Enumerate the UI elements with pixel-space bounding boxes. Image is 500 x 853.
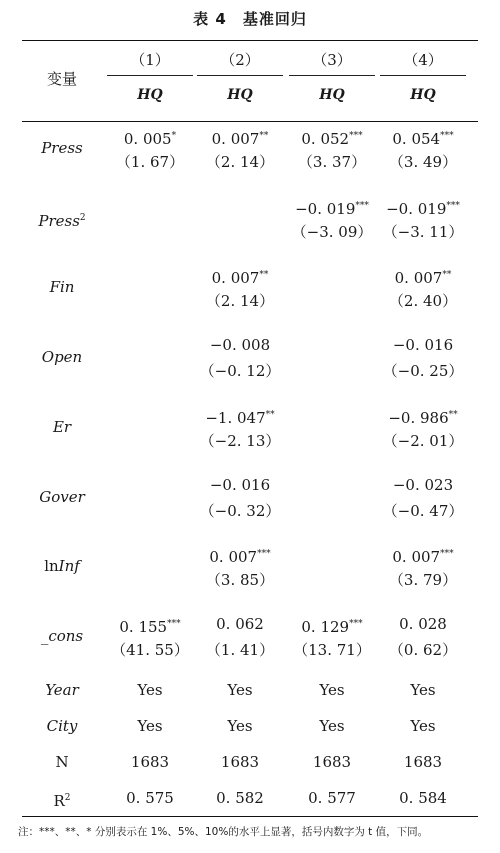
significance-stars: ***	[349, 619, 363, 629]
coefficient-value: −0. 019	[386, 200, 447, 218]
t-statistic-cell: （2. 14）	[205, 292, 275, 310]
significance-stars: **	[259, 131, 269, 141]
coefficient-value: −0. 023	[392, 476, 454, 494]
summary-value-cell: Yes	[137, 681, 163, 699]
variable-label	[22, 557, 102, 575]
significance-stars: ***	[440, 549, 454, 559]
dependent-var-label: HQ	[227, 87, 253, 103]
t-statistic-cell: （−2. 01）	[382, 432, 464, 450]
summary-value-cell: Yes	[410, 681, 436, 699]
dependent-var-label: HQ	[410, 87, 436, 103]
coefficient-value: 0. 155	[119, 618, 168, 636]
significance-stars: **	[448, 410, 458, 420]
summary-label-superscript: 2	[64, 793, 71, 803]
coefficient-cell	[106, 127, 194, 148]
coefficient-value: 0. 062	[216, 615, 264, 633]
table-title: 表 4 基准回归	[193, 10, 307, 28]
column-header-rule	[197, 75, 283, 76]
t-statistic-cell: （3. 85）	[205, 571, 275, 589]
significance-stars: ***	[440, 131, 454, 141]
summary-value-cell: 0. 575	[126, 789, 174, 807]
coefficient-value: 0. 007	[209, 548, 258, 566]
summary-label	[22, 717, 102, 735]
t-statistic-cell: （1. 41）	[205, 641, 275, 659]
summary-value-cell: Yes	[410, 717, 436, 735]
summary-value-cell: 0. 582	[216, 789, 264, 807]
header-rule	[22, 121, 478, 122]
significance-stars: ***	[257, 549, 271, 559]
t-statistic-cell: （2. 14）	[205, 153, 275, 171]
significance-stars: **	[259, 270, 269, 280]
coefficient-cell	[379, 197, 467, 218]
variable-label-name: Inf	[58, 557, 80, 575]
summary-value-cell: Yes	[227, 681, 253, 699]
coefficient-value: 0. 054	[392, 130, 441, 148]
t-statistic-cell: （2. 40）	[388, 292, 458, 310]
t-statistic-cell: （−0. 47）	[382, 502, 464, 520]
t-statistic-cell: （13. 71）	[293, 641, 371, 659]
table-note: 注：***、**、* 分别表示在 1%、5%、10%的水平上显著，括号内数字为 t 值，下同。	[18, 826, 429, 838]
t-statistic-cell: （−2. 13）	[199, 432, 281, 450]
significance-stars: ***	[167, 619, 181, 629]
t-statistic-cell: （−0. 32）	[199, 502, 281, 520]
summary-value-cell: 1683	[220, 753, 260, 771]
column-header-rule	[289, 75, 375, 76]
coefficient-cell	[288, 615, 376, 636]
t-statistic-cell: （41. 55）	[111, 641, 189, 659]
coefficient-cell	[196, 406, 284, 427]
coefficient-value: 0. 007	[392, 548, 441, 566]
variable-label-name: Open	[41, 348, 83, 366]
t-statistic-cell: （−3. 11）	[382, 223, 464, 241]
stub-header: 变量	[46, 70, 77, 88]
variable-label-name: Gover	[39, 488, 85, 506]
coefficient-cell	[379, 406, 467, 427]
summary-value-cell: Yes	[137, 717, 163, 735]
variable-label-name: Fin	[49, 278, 75, 296]
variable-label	[22, 139, 102, 157]
variable-label-name: Press	[38, 212, 80, 230]
t-statistic-cell: （0. 62）	[388, 641, 458, 659]
coefficient-cell	[379, 266, 467, 287]
variable-label-prefix: ln	[44, 557, 59, 575]
t-statistic-cell: （−0. 25）	[382, 362, 464, 380]
summary-value-cell: Yes	[319, 681, 345, 699]
variable-label-superscript: 2	[79, 213, 86, 223]
coefficient-value: 0. 052	[301, 130, 350, 148]
coefficient-cell	[106, 615, 194, 636]
variable-label-name: _cons	[40, 627, 84, 645]
summary-value-cell: Yes	[227, 717, 253, 735]
coefficient-cell	[288, 127, 376, 148]
coefficient-value: 0. 007	[211, 130, 260, 148]
significance-stars: ***	[355, 201, 369, 211]
coefficient-value: −0. 986	[388, 409, 449, 427]
summary-label-name: Year	[45, 681, 79, 699]
coefficient-cell	[379, 476, 467, 494]
column-number: （3）	[312, 51, 352, 69]
variable-label	[22, 348, 102, 366]
variable-label	[22, 418, 102, 436]
t-statistic-cell: （3. 49）	[388, 153, 458, 171]
summary-value-cell: 1683	[312, 753, 352, 771]
summary-label-name: City	[46, 717, 78, 735]
summary-label-name: R	[53, 792, 65, 810]
column-number: （1）	[130, 51, 170, 69]
column-number: （4）	[403, 51, 443, 69]
t-statistic-cell: （−3. 09）	[291, 223, 373, 241]
coefficient-cell	[379, 615, 467, 633]
summary-label	[22, 789, 102, 810]
column-header-rule	[380, 75, 466, 76]
variable-label	[22, 627, 102, 645]
coefficient-cell	[196, 615, 284, 633]
coefficient-cell	[379, 127, 467, 148]
summary-value-cell: 0. 577	[308, 789, 356, 807]
summary-label-name: N	[55, 753, 69, 771]
summary-value-cell: 0. 584	[399, 789, 447, 807]
t-statistic-cell: （1. 67）	[115, 153, 185, 171]
significance-stars: **	[265, 410, 275, 420]
coefficient-value: 0. 129	[301, 618, 350, 636]
coefficient-cell	[196, 266, 284, 287]
coefficient-cell	[196, 545, 284, 566]
variable-label	[22, 209, 102, 230]
summary-value-cell: Yes	[319, 717, 345, 735]
coefficient-value: −0. 016	[209, 476, 271, 494]
coefficient-cell	[196, 476, 284, 494]
variable-label	[22, 488, 102, 506]
significance-stars: ***	[446, 201, 460, 211]
t-statistic-cell: （3. 79）	[388, 571, 458, 589]
significance-stars: *	[171, 131, 177, 141]
t-statistic-cell: （−0. 12）	[199, 362, 281, 380]
variable-label	[22, 278, 102, 296]
top-rule	[22, 40, 478, 41]
coefficient-value: 0. 005	[123, 130, 172, 148]
coefficient-cell	[196, 127, 284, 148]
column-number: （2）	[220, 51, 260, 69]
t-statistic-cell: （3. 37）	[297, 153, 367, 171]
bottom-rule	[22, 816, 478, 817]
coefficient-value: −0. 016	[392, 336, 454, 354]
coefficient-value: 0. 007	[394, 269, 443, 287]
variable-label-name: Press	[41, 139, 83, 157]
coefficient-value: −0. 019	[295, 200, 356, 218]
column-header-rule	[107, 75, 193, 76]
coefficient-cell	[379, 545, 467, 566]
summary-label	[22, 681, 102, 699]
coefficient-value: 0. 028	[399, 615, 447, 633]
variable-label-name: Er	[52, 418, 72, 436]
dependent-var-label: HQ	[319, 87, 345, 103]
dependent-var-label: HQ	[137, 87, 163, 103]
coefficient-value: −1. 047	[205, 409, 266, 427]
summary-value-cell: 1683	[403, 753, 443, 771]
coefficient-value: −0. 008	[209, 336, 271, 354]
coefficient-cell	[288, 197, 376, 218]
coefficient-value: 0. 007	[211, 269, 260, 287]
significance-stars: **	[442, 270, 452, 280]
summary-value-cell: 1683	[130, 753, 170, 771]
coefficient-cell	[379, 336, 467, 354]
coefficient-cell	[196, 336, 284, 354]
significance-stars: ***	[349, 131, 363, 141]
summary-label	[22, 753, 102, 771]
